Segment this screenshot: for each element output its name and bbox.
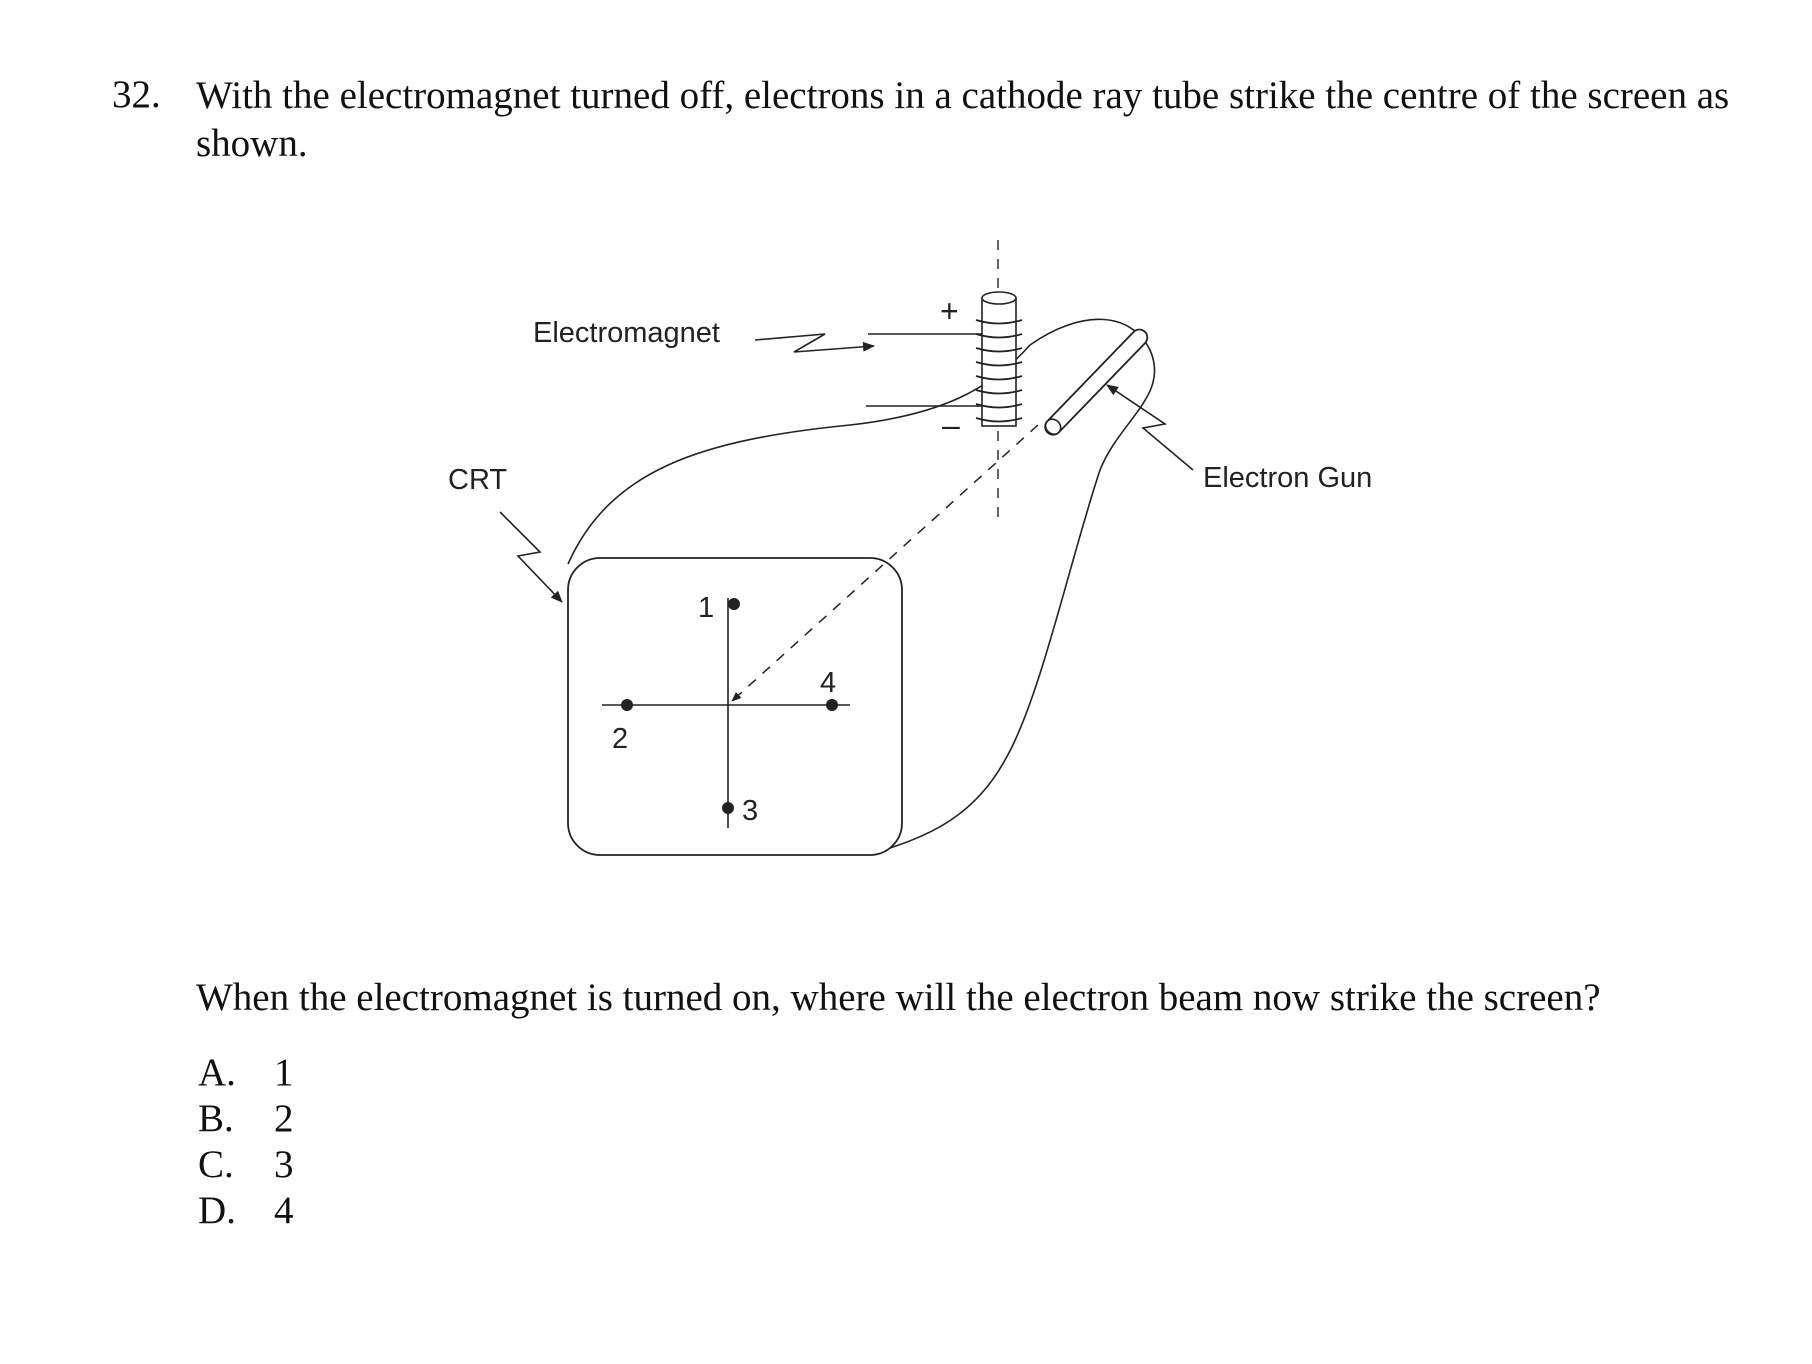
point-1-label: 1 <box>698 592 715 624</box>
choice-value: 1 <box>274 1051 294 1094</box>
point-3-label: 3 <box>742 795 759 827</box>
choice-letter: C. <box>198 1143 234 1186</box>
choice-a[interactable] <box>198 1050 294 1095</box>
choice-letter: D. <box>198 1189 236 1232</box>
choice-c[interactable] <box>198 1142 294 1187</box>
choice-b[interactable] <box>198 1096 294 1141</box>
electron-gun-label: Electron Gun <box>1203 462 1373 494</box>
electromagnet-coil <box>976 292 1022 426</box>
choice-value: 4 <box>274 1189 294 1232</box>
point-3-dot <box>722 802 734 814</box>
question-number: 32. <box>112 73 161 116</box>
point-1-dot <box>728 598 740 610</box>
electromagnet-label: Electromagnet <box>533 317 720 349</box>
choice-letter: A. <box>198 1051 236 1094</box>
electron-gun <box>1042 326 1151 438</box>
point-4-dot <box>826 699 838 711</box>
plus-terminal-label: + <box>940 293 959 329</box>
electron-beam-path <box>732 425 1038 701</box>
choice-d[interactable] <box>198 1188 294 1233</box>
question-stem: With the electromagnet turned off, electrons in a cathode ray tube strike the centre of the screen as shown. <box>196 74 1730 165</box>
crt-leader <box>500 512 562 602</box>
choice-letter: B. <box>198 1097 234 1140</box>
crt-label: CRT <box>448 464 508 496</box>
choice-value: 3 <box>274 1143 294 1186</box>
choice-value: 2 <box>274 1097 294 1140</box>
followup-question: When the electromagnet is turned on, where will the electron beam now strike the screen? <box>196 976 1601 1019</box>
point-2-dot <box>621 699 633 711</box>
point-2-label: 2 <box>612 723 629 755</box>
electromagnet-leader <box>755 334 874 352</box>
minus-terminal-label: – <box>942 407 960 443</box>
point-4-label: 4 <box>820 667 837 699</box>
electron-gun-leader <box>1107 385 1193 470</box>
